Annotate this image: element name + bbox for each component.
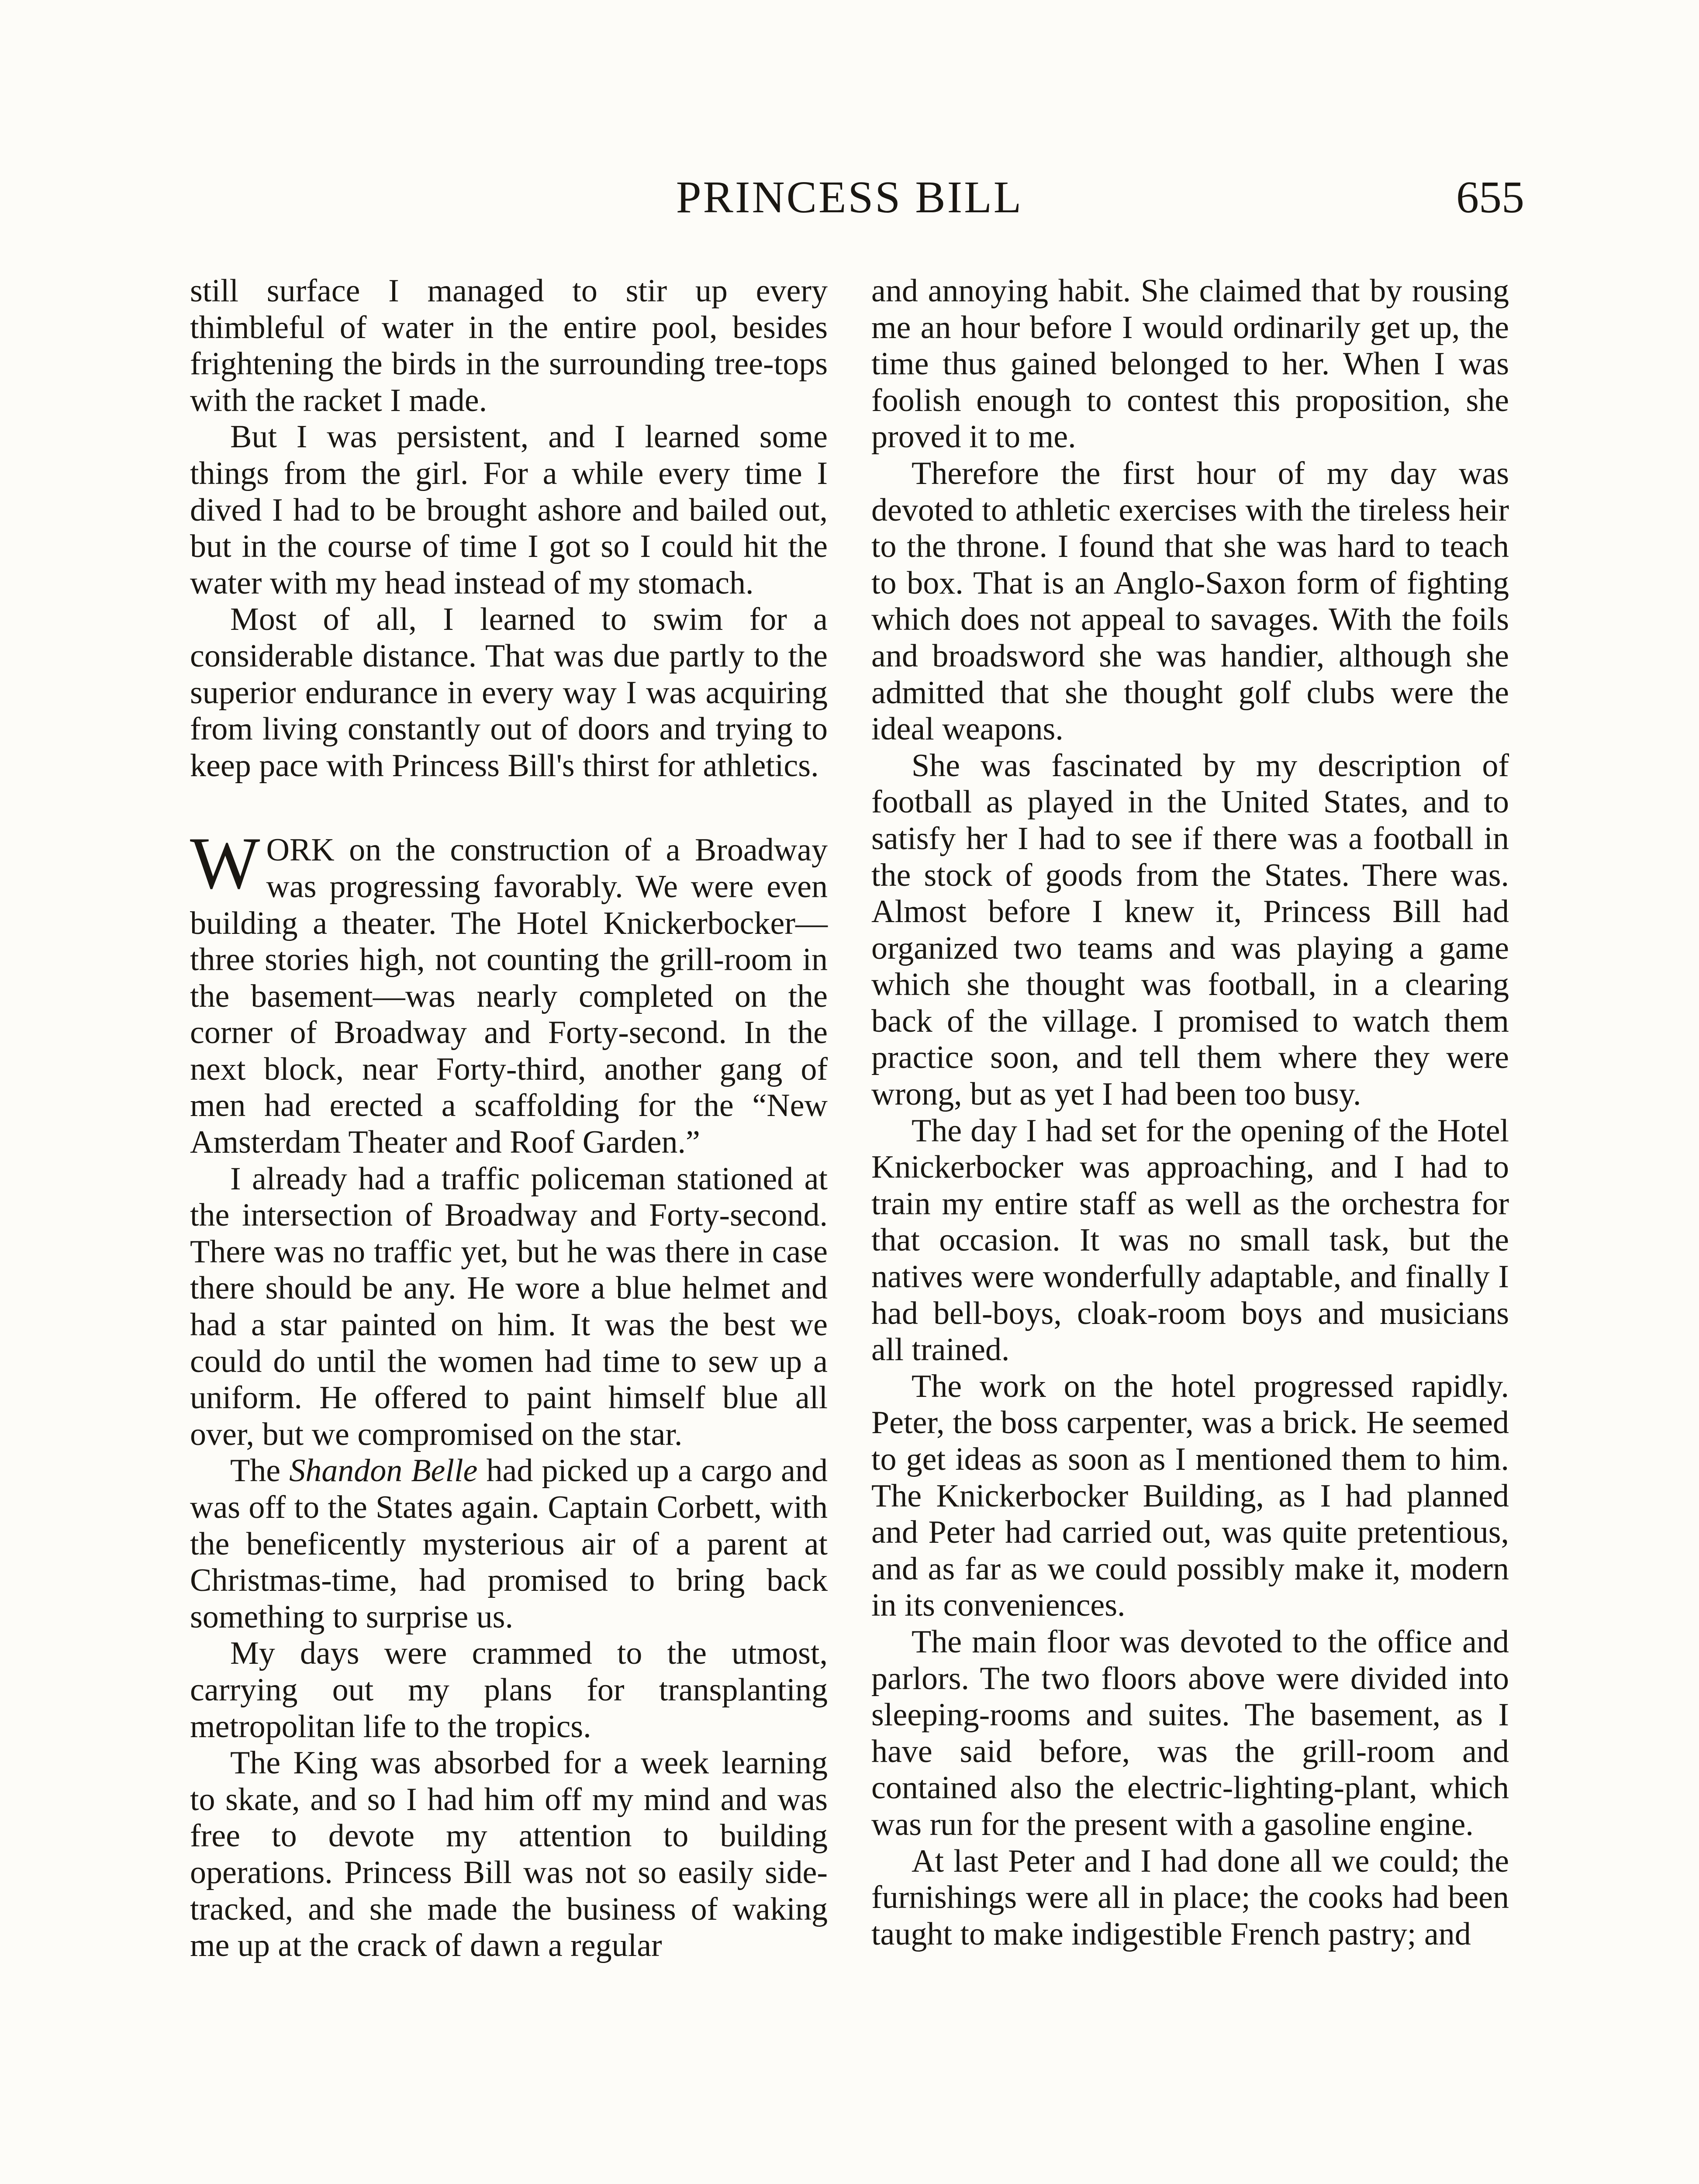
- paragraph-left-3: Most of all, I learned to swim for a considerable distance. That was due partly to the superior endurance in every way I was acquiring from living constantly out of doors and trying to keep pace with Princess Bill's thirst for athletics.: [190, 601, 828, 784]
- paragraph-left-6-end: had picked up a cargo and was off to the States again. Captain Corbett, with the beneficently mysterious air of a parent at Christmas-time, had promised to bring back something to surprise us.: [190, 1453, 828, 1635]
- paragraph-right-6: The main floor was devoted to the office and parlors. The two floors above were divided into sleeping-rooms and suites. The basement, as I have said before, was the grill-room and contained also the electric-lighting-plant, which was run for the present with a gasoline engine.: [871, 1624, 1509, 1842]
- paragraph-left-6-start: The: [230, 1453, 290, 1489]
- paragraph-left-4-text: ORK on the construction of a Broadway was progressing favorably. We were even building a theater. The Hotel Knickerbocker—three stories high, not counting the grill-room in the basement—was nearly completed on the corner of Broadway and Forty-second. In the next block, near Forty-third, another gang of men had erected a scaffolding for the “New Amsterdam Theater and Roof Garden.”: [190, 832, 828, 1161]
- paragraph-left-2: But I was persistent, and I learned some things from the girl. For a while every time I dived I had to be brought ashore and bailed out, but in the course of time I got so I could hit the water with my head instead of my stomach.: [190, 419, 828, 601]
- right-column: [871, 273, 1509, 1952]
- paragraph-right-7: At last Peter and I had done all we could; the furnishings were all in place; the cooks had been taught to make indigestible French pastry; and: [871, 1843, 1509, 1952]
- paragraph-right-4: The day I had set for the opening of the Hotel Knickerbocker was approaching, and I had to train my entire staff as well as the orchestra for that occasion. It was no small task, but the natives were wonderfully adaptable, and finally I had bell-boys, cloak-room boys and musicians all trained.: [871, 1113, 1509, 1368]
- running-title: PRINCESS BILL: [676, 172, 1023, 222]
- left-column: [190, 273, 828, 1964]
- ship-name: Shandon Belle: [289, 1453, 478, 1489]
- paragraph-right-2: Therefore the first hour of my day was devoted to athletic exercises with the tireless heir to the throne. I found that she was hard to teach to box. That is an Anglo-Saxon form of fighting which does not appeal to savages. With the foils and broadsword she was handier, although she admitted that she thought golf clubs were the ideal weapons.: [871, 455, 1509, 747]
- drop-cap: W: [190, 822, 260, 905]
- paragraph-left-1: still surface I managed to stir up every thimbleful of water in the entire pool, besides frightening the birds in the surrounding tree-tops with the racket I made.: [190, 273, 828, 418]
- paragraph-left-8: The King was absorbed for a week learning to skate, and so I had him off my mind and was free to devote my attention to building operations. Princess Bill was not so easily side-tracked, and she made the business of waking me up at the crack of dawn a regular: [190, 1745, 828, 1964]
- paragraph-right-5: The work on the hotel progressed rapidly. Peter, the boss carpenter, was a brick. He seemed to get ideas as soon as I mentioned them to him. The Knickerbocker Building, as I had planned and Peter had carried out, was quite pretentious, and as far as we could possibly make it, modern in its conveniences.: [871, 1368, 1509, 1624]
- paragraph-left-6: [190, 1453, 828, 1635]
- page-number: 655: [1456, 172, 1524, 222]
- paragraph-left-5: I already had a traffic policeman stationed at the intersection of Broadway and Forty-second. There was no traffic yet, but he was there in case there should be any. He wore a blue helmet and had a star painted on him. It was the best we could do until the women had time to sew up a uniform. He offered to paint himself blue all over, but we compromised on the star.: [190, 1161, 828, 1452]
- paragraph-right-1: and annoying habit. She claimed that by rousing me an hour before I would ordinarily get up, the time thus gained belonged to her. When I was foolish enough to contest this proposition, she proved it to me.: [871, 273, 1509, 455]
- paragraph-left-4: [190, 822, 828, 1161]
- paragraph-left-7: My days were crammed to the utmost, carrying out my plans for transplanting metropolitan life to the tropics.: [190, 1635, 828, 1745]
- paragraph-right-3: She was fascinated by my description of football as played in the United States, and to satisfy her I had to see if there was a football in the stock of goods from the States. There was. Almost before I knew it, Princess Bill had organized two teams and was playing a game which she thought was football, in a clearing back of the village. I promised to watch them practice soon, and tell them where they were wrong, but as yet I had been too busy.: [871, 747, 1509, 1113]
